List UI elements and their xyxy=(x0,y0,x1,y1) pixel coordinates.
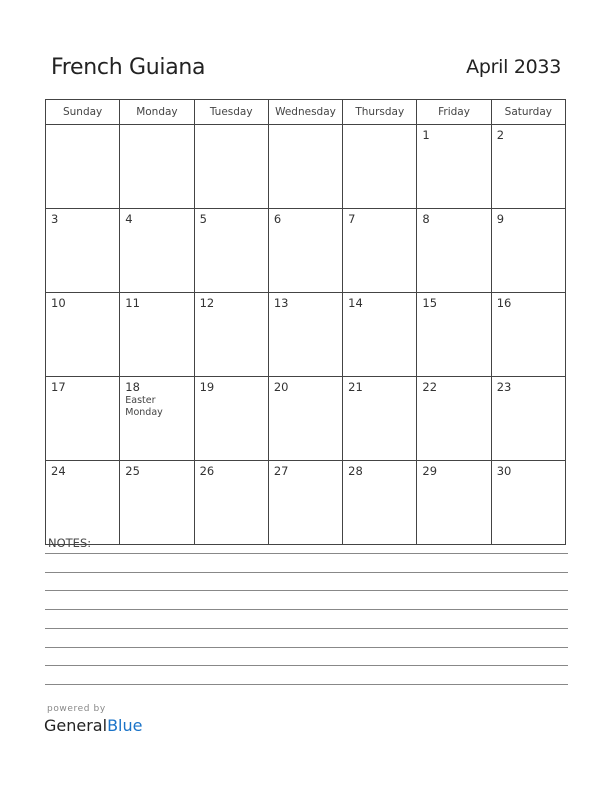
day-number: 20 xyxy=(273,380,289,394)
day-number: 18 xyxy=(125,380,140,394)
day-number: 28 xyxy=(348,464,363,478)
week-row xyxy=(46,377,566,461)
day-number: 15 xyxy=(422,296,438,310)
day-cell xyxy=(417,209,491,293)
day-number: 17 xyxy=(51,380,66,394)
note-line xyxy=(45,647,568,648)
day-cell xyxy=(491,461,565,545)
day-cell xyxy=(120,461,194,545)
weekday-header: Friday xyxy=(417,100,491,125)
day-cell xyxy=(194,125,268,209)
day-cell xyxy=(491,209,565,293)
day-cell xyxy=(491,377,565,461)
day-cell xyxy=(194,209,268,293)
day-cell xyxy=(417,461,491,545)
day-cell xyxy=(343,293,417,377)
day-number: 13 xyxy=(273,296,289,310)
day-cell xyxy=(268,209,342,293)
weekday-header: Thursday xyxy=(343,100,417,125)
notes-label: NOTES: xyxy=(48,536,92,550)
day-number: 16 xyxy=(496,296,512,310)
day-number: 22 xyxy=(422,380,438,394)
day-number: 4 xyxy=(125,212,133,226)
day-cell xyxy=(343,125,417,209)
day-number: 19 xyxy=(199,380,215,394)
calendar-title: French Guiana xyxy=(51,55,206,80)
day-cell xyxy=(417,125,491,209)
day-cell xyxy=(417,377,491,461)
day-cell xyxy=(194,377,268,461)
note-line xyxy=(45,590,568,591)
day-cell xyxy=(46,377,120,461)
day-number: 27 xyxy=(273,464,289,478)
week-row xyxy=(46,209,566,293)
day-cell xyxy=(343,377,417,461)
day-number: 7 xyxy=(348,212,356,226)
day-number: 12 xyxy=(199,296,215,310)
week-row xyxy=(46,293,566,377)
brand-logo xyxy=(44,716,142,735)
day-cell xyxy=(417,293,491,377)
day-cell xyxy=(343,461,417,545)
day-number: 3 xyxy=(51,212,59,226)
calendar-grid xyxy=(45,99,566,545)
note-line xyxy=(45,553,568,554)
day-number: 25 xyxy=(125,464,140,478)
weekday-header-row xyxy=(46,100,566,125)
day-cell xyxy=(268,125,342,209)
day-cell xyxy=(343,209,417,293)
day-number: 9 xyxy=(496,212,505,226)
day-cell xyxy=(120,377,194,461)
week-row xyxy=(46,461,566,545)
note-line xyxy=(45,684,568,685)
brand-general: General xyxy=(44,716,108,735)
day-number: 1 xyxy=(422,128,430,142)
brand-blue: Blue xyxy=(107,716,143,735)
day-number: 11 xyxy=(125,296,140,310)
day-number: 30 xyxy=(496,464,512,478)
day-cell xyxy=(120,293,194,377)
day-number: 10 xyxy=(51,296,66,310)
day-cell xyxy=(491,293,565,377)
day-number: 23 xyxy=(496,380,512,394)
note-line xyxy=(45,628,568,629)
note-line xyxy=(45,572,568,573)
note-line xyxy=(45,665,568,666)
day-number: 21 xyxy=(348,380,363,394)
powered-by-text: powered by xyxy=(47,704,106,714)
day-number: 26 xyxy=(199,464,215,478)
month-label: April 2033 xyxy=(466,56,561,78)
day-cell xyxy=(46,209,120,293)
day-number: 14 xyxy=(348,296,363,310)
holiday-label: Easter Monday xyxy=(125,395,163,418)
day-number: 29 xyxy=(422,464,438,478)
day-number: 24 xyxy=(51,464,66,478)
day-cell xyxy=(268,377,342,461)
weekday-header: Monday xyxy=(120,100,194,125)
day-number: 6 xyxy=(273,212,282,226)
weekday-header: Tuesday xyxy=(194,100,268,125)
day-cell xyxy=(194,293,268,377)
day-cell xyxy=(268,461,342,545)
day-cell xyxy=(491,125,565,209)
day-cell xyxy=(120,125,194,209)
day-number: 2 xyxy=(496,128,505,142)
day-cell xyxy=(46,461,120,545)
day-cell xyxy=(194,461,268,545)
weekday-header: Sunday xyxy=(46,100,120,125)
day-cell xyxy=(46,125,120,209)
day-number: 8 xyxy=(422,212,430,226)
weekday-header: Wednesday xyxy=(268,100,342,125)
day-number: 5 xyxy=(199,212,207,226)
day-cell xyxy=(120,209,194,293)
day-cell xyxy=(46,293,120,377)
weekday-header: Saturday xyxy=(491,100,565,125)
day-cell xyxy=(268,293,342,377)
week-row xyxy=(46,125,566,209)
note-line xyxy=(45,609,568,610)
